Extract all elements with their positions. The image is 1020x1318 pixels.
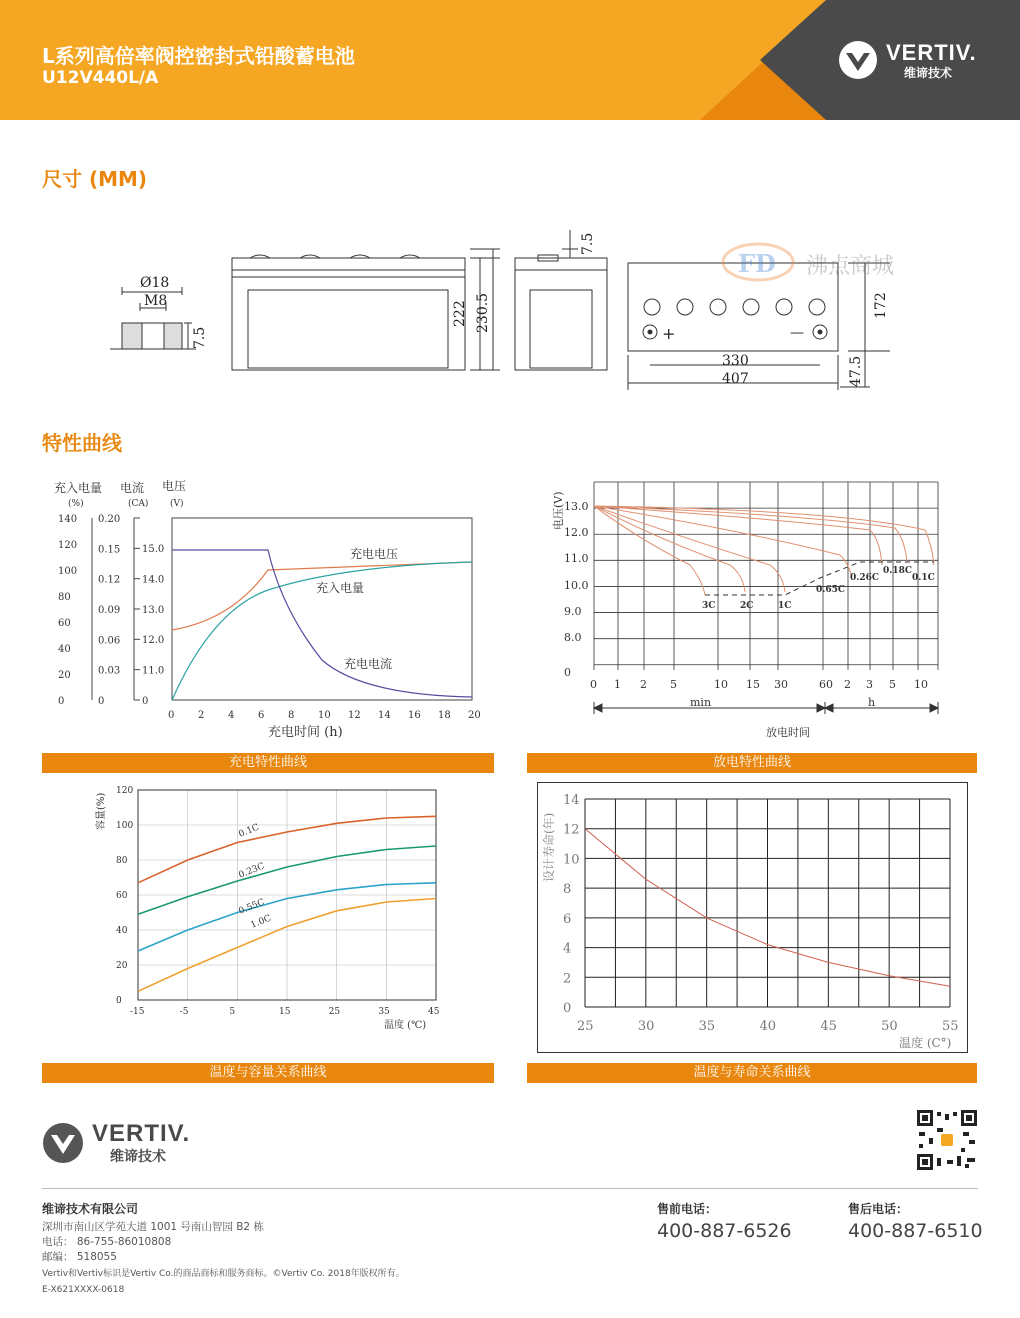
dim-width: 172: [873, 292, 889, 319]
charge-x-tick: 4: [228, 710, 235, 721]
company-postcode: 邮编： 518055: [42, 1251, 117, 1263]
charge-x-tick: 10: [318, 710, 331, 721]
charge-x-tick: 12: [348, 710, 361, 721]
negative-sign: —: [790, 325, 804, 341]
life-x-tick: 30: [637, 1019, 655, 1034]
charge-y2-tick: 0.06: [98, 635, 121, 647]
dimensions-section-title: 尺寸 (MM): [42, 167, 148, 191]
document-title: L系列高倍率阀控密封式铅酸蓄电池: [42, 44, 355, 68]
footer-brand-cn: 维谛技术: [110, 1149, 166, 1165]
life-x-label: 温度 (C°): [899, 1036, 952, 1050]
dim-terminal-spacing: 330: [722, 353, 749, 369]
footer-divider: [42, 1188, 978, 1189]
discharge-chart-caption: 放电特性曲线: [527, 753, 977, 773]
trademark-notice: Vertiv和Vertiv标识是Vertiv Co.的商品商标和服务商标。©Vertiv Co. 2018年版权所有。: [42, 1269, 405, 1279]
charge-y3-tick: 0: [142, 696, 149, 707]
life-y-tick: 6: [563, 911, 572, 927]
capacity-y-tick: 120: [116, 786, 134, 796]
charge-x-tick: 16: [408, 710, 421, 721]
charge-x-tick: 20: [468, 710, 481, 721]
capacity-x-tick: 5: [229, 1007, 236, 1017]
charge-y3-tick: 14.0: [142, 574, 165, 586]
watermark: [723, 244, 894, 280]
capacity-x-tick: 45: [428, 1007, 440, 1017]
capacity-y-tick: 0: [116, 996, 122, 1006]
discharge-x-tick: 2: [844, 678, 851, 691]
presale-label: 售前电话：: [657, 1202, 718, 1216]
curves-section-title: 特性曲线: [42, 431, 122, 455]
life-y-tick: 8: [563, 882, 572, 898]
charge-y3-label: 电压: [162, 479, 187, 493]
dim-height-case: 222: [452, 300, 468, 327]
temperature-capacity-chart: [80, 782, 460, 1052]
discharge-x-label: 放电时间: [766, 726, 810, 739]
footer-vertiv-logo-icon: [42, 1122, 84, 1164]
capacity-x-tick: 35: [378, 1007, 390, 1017]
life-x-tick: 55: [942, 1019, 959, 1034]
capacity-y-label: 容量(%): [96, 792, 107, 830]
rate-label-2c: 2C: [740, 601, 754, 611]
discharge-characteristics-chart: [540, 470, 960, 748]
dim-terminal-dia: Ø18: [140, 275, 170, 291]
capacity-x-tick: -15: [130, 1007, 145, 1017]
charge-capacity-label: 充入电量: [316, 581, 365, 595]
discharge-x-tick: 5: [889, 678, 896, 691]
charge-y1-tick: 60: [58, 618, 71, 629]
temperature-life-chart: [537, 782, 969, 1054]
charge-x-tick: 18: [438, 710, 451, 721]
life-x-tick: 40: [759, 1019, 777, 1034]
capacity-x-tick: -5: [179, 1007, 189, 1017]
discharge-x-tick: 1: [614, 678, 621, 691]
life-y-tick: 4: [563, 941, 572, 957]
life-y-tick: 2: [563, 971, 572, 987]
capacity-y-tick: 60: [116, 891, 128, 901]
rate-label-01c: 0.1C: [912, 573, 935, 583]
discharge-x-tick: 30: [774, 678, 788, 691]
discharge-x-tick: 10: [914, 678, 928, 691]
charge-y2-tick: 0.12: [98, 574, 121, 586]
company-name: 维谛技术有限公司: [42, 1202, 139, 1216]
dim-terminal-height: 7.5: [192, 326, 208, 349]
life-y-tick: 12: [563, 822, 580, 838]
charge-y1-tick: 80: [58, 592, 71, 603]
charge-current-line: [172, 550, 472, 697]
capacity-label-10c: 1.0C: [249, 913, 273, 931]
life-x-tick: 35: [698, 1019, 716, 1034]
charge-y1-tick: 120: [58, 540, 78, 551]
document-code: E-X621XXXX-0618: [42, 1285, 125, 1295]
discharge-unit-min: min: [690, 696, 712, 709]
discharge-x-tick: 10: [714, 678, 728, 691]
charge-x-tick: 14: [378, 710, 391, 721]
dimension-drawings: [100, 215, 920, 400]
capacity-label-023c: 0.23C: [237, 861, 267, 881]
charge-y3-tick: 13.0: [142, 604, 165, 616]
charge-x-tick: 2: [198, 710, 205, 721]
discharge-y-tick: 13.0: [564, 500, 589, 513]
capacity-x-label: 温度 (℃): [384, 1020, 427, 1031]
discharge-y-tick: 11.0: [564, 552, 589, 565]
dim-terminal-edge: 47.5: [848, 355, 864, 387]
charge-y3-tick: 12.0: [142, 635, 165, 647]
capacity-chart-caption: 温度与容量关系曲线: [42, 1063, 494, 1083]
positive-sign: +: [662, 324, 676, 343]
aftersale-label: 售后电话：: [848, 1202, 909, 1216]
rate-label-065c: 0.65C: [816, 585, 846, 595]
capacity-y-tick: 100: [116, 821, 134, 831]
dim-height-total: 230.5: [475, 292, 491, 333]
dim-length: 407: [722, 371, 749, 387]
charge-y2-tick: 0.20: [98, 514, 121, 525]
charge-y1-tick: 20: [58, 670, 71, 681]
discharge-curve-065c: [594, 506, 852, 580]
rate-label-018c: 0.18C: [883, 566, 913, 576]
vertiv-logo-icon: [838, 40, 878, 80]
charge-y1-tick: 140: [58, 514, 78, 525]
discharge-y-tick: 8.0: [564, 631, 582, 644]
header-brand-name: VERTIV.: [886, 40, 977, 65]
rate-label-026c: 0.26C: [850, 573, 880, 583]
charge-y3-unit: (V): [170, 499, 184, 509]
charge-x-tick: 8: [288, 710, 295, 721]
life-x-tick: 25: [577, 1019, 594, 1034]
discharge-unit-h: h: [868, 696, 876, 709]
capacity-label-01c: 0.1C: [237, 822, 261, 840]
discharge-y-label: 电压(V): [552, 491, 565, 530]
charge-y2-tick: 0: [98, 696, 105, 707]
capacity-x-tick: 15: [279, 1007, 291, 1017]
dim-terminal-thread: M8: [144, 293, 168, 309]
footer-brand-name: VERTIV.: [92, 1120, 191, 1147]
header-brand-cn: 维谛技术: [904, 66, 953, 80]
company-address: 深圳市南山区学苑大道 1001 号南山智园 B2 栋: [42, 1221, 264, 1233]
rate-label-1c: 1C: [778, 601, 792, 611]
capacity-y-tick: 20: [116, 961, 128, 971]
watermark-logo-text: FD: [738, 249, 776, 278]
model-number: U12V440L/A: [42, 68, 159, 88]
charge-x-tick: 6: [258, 710, 265, 721]
charge-y1-tick: 0: [58, 696, 65, 707]
discharge-x-tick: 5: [670, 678, 677, 691]
charge-current-label: 充电电流: [344, 657, 393, 671]
qr-code-icon[interactable]: [917, 1110, 977, 1170]
charge-voltage-line: [172, 562, 472, 630]
charge-y2-tick: 0.09: [98, 605, 121, 616]
charge-y2-tick: 0.03: [98, 665, 121, 677]
capacity-y-tick: 80: [116, 856, 128, 866]
charge-chart-caption: 充电特性曲线: [42, 753, 494, 773]
life-y-tick: 0: [563, 1001, 572, 1016]
discharge-curve-3c: [594, 506, 705, 595]
capacity-y-tick: 40: [116, 926, 128, 936]
discharge-x-tick: 15: [746, 678, 760, 691]
charge-x-tick: 0: [168, 710, 175, 721]
charge-y1-tick: 100: [58, 566, 78, 577]
life-y-tick: 10: [563, 852, 580, 868]
discharge-x-tick: 60: [819, 678, 833, 691]
aftersale-phone[interactable]: 400-887-6510: [848, 1220, 983, 1242]
company-phone: 电话： 86-755-86010808: [42, 1236, 172, 1248]
charge-y1-tick: 40: [58, 644, 71, 655]
life-x-tick: 45: [820, 1019, 837, 1034]
watermark-text: 沸点商城: [806, 254, 895, 279]
life-y-tick: 14: [563, 793, 580, 808]
discharge-y-tick: 12.0: [564, 526, 589, 539]
capacity-label-055c: 0.55C: [237, 897, 267, 917]
charge-y1-unit: (%): [68, 499, 84, 509]
charge-y3-tick: 15.0: [142, 544, 165, 555]
capacity-x-tick: 25: [328, 1007, 341, 1017]
life-x-tick: 50: [881, 1019, 898, 1034]
rate-label-3c: 3C: [702, 601, 716, 611]
page-header: [0, 0, 1020, 120]
life-y-label: 设计寿命(年): [542, 812, 556, 882]
charge-y3-tick: 11.0: [142, 665, 165, 677]
charge-x-label: 充电时间 (h): [268, 725, 343, 740]
discharge-x-tick: 2: [640, 678, 647, 691]
charge-y1-label: 充入电量: [54, 481, 103, 495]
presale-phone[interactable]: 400-887-6526: [657, 1220, 792, 1242]
discharge-y-tick: 10.0: [564, 579, 589, 592]
charge-y2-label: 电流: [120, 481, 145, 495]
charge-y2-tick: 0.15: [98, 544, 121, 556]
life-chart-caption: 温度与寿命关系曲线: [527, 1063, 977, 1083]
discharge-y-tick: 0: [564, 666, 571, 679]
discharge-y-tick: 9.0: [564, 605, 582, 618]
charge-characteristics-chart: [42, 470, 494, 748]
discharge-x-tick: 0: [590, 678, 597, 691]
discharge-x-tick: 3: [866, 678, 873, 691]
charge-y2-unit: (CA): [128, 499, 149, 509]
dim-top-offset: 7.5: [580, 232, 596, 255]
charge-voltage-label: 充电电压: [350, 547, 399, 561]
